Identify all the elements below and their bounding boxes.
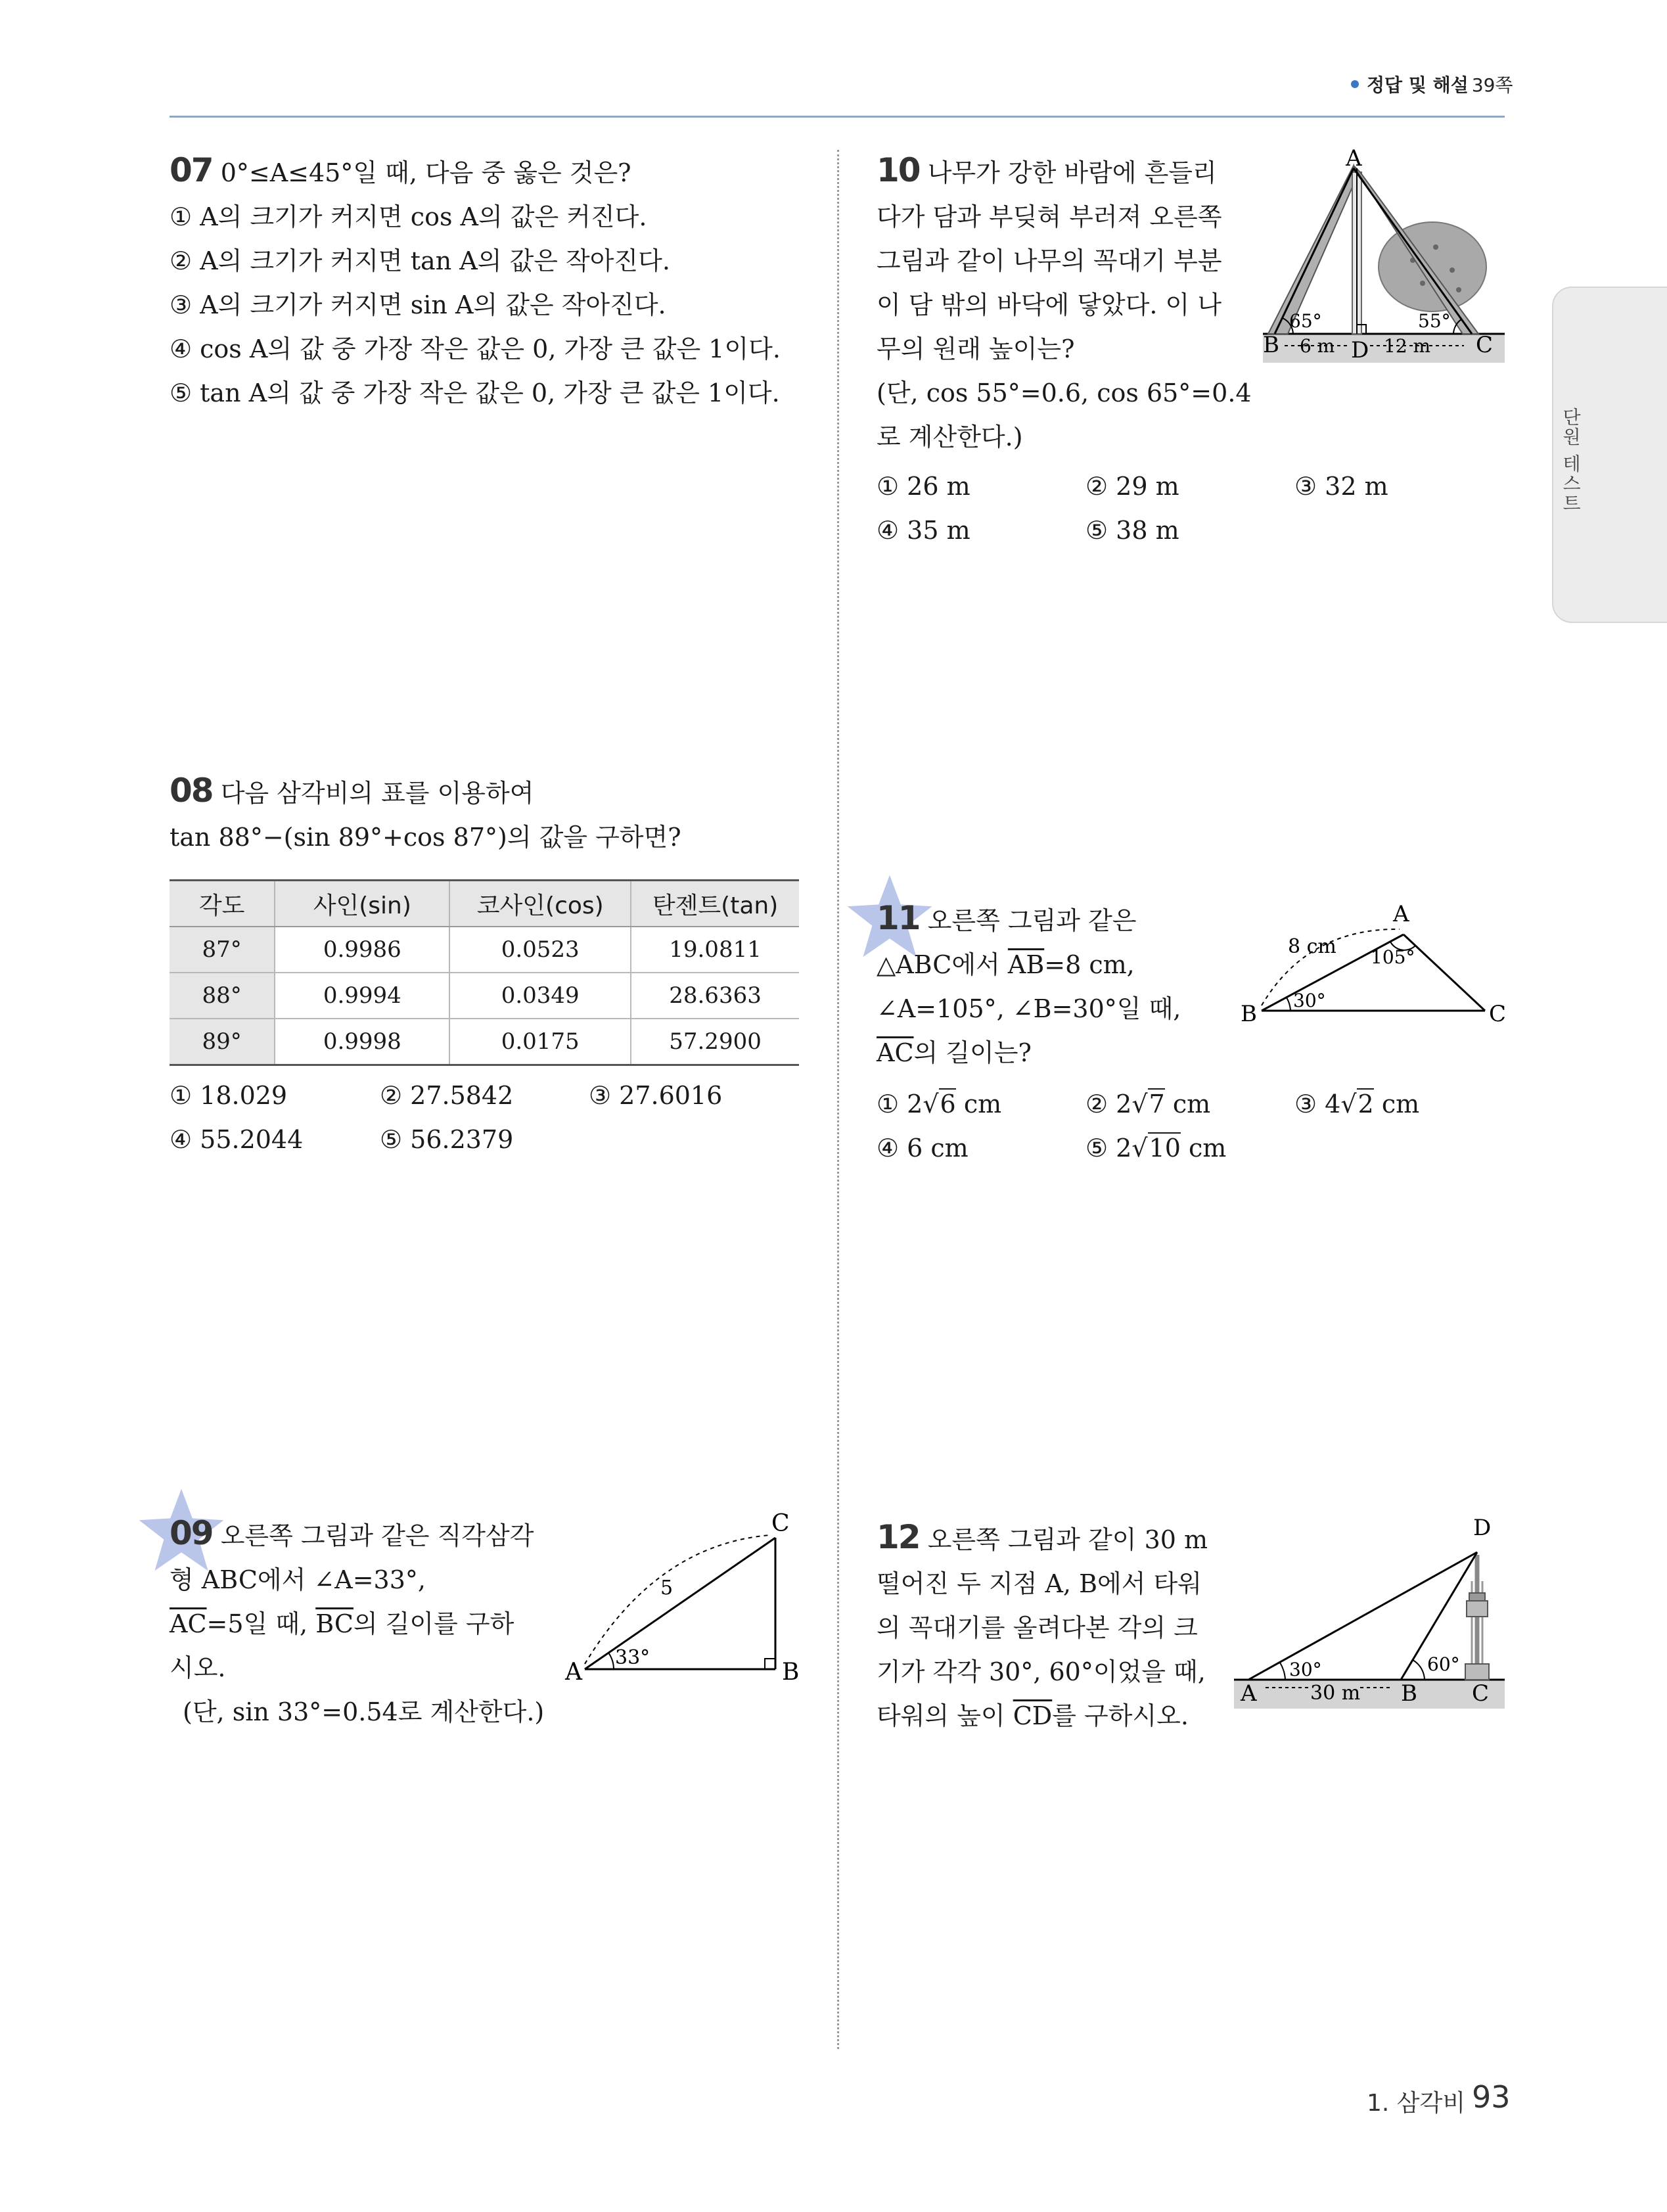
- radical-sign-icon: √: [1340, 1090, 1357, 1118]
- vertex-c: C: [1476, 332, 1494, 358]
- table-header-sin: 사인(sin): [275, 881, 449, 927]
- option-3: ③ 27.6016: [589, 1081, 723, 1110]
- vertex-d: D: [1473, 1515, 1492, 1541]
- question-text-line: 무의 원래 높이는?: [877, 334, 1075, 363]
- question-10: [877, 149, 1252, 459]
- question-text-line: 시오.: [170, 1653, 226, 1682]
- question-number: 09: [170, 1514, 213, 1552]
- segment-ac: $\overline{AC}$: [170, 1609, 207, 1638]
- option-2: ② 29 m: [1085, 472, 1179, 501]
- vertex-c: C: [1489, 1001, 1507, 1027]
- figure-10: [1255, 149, 1505, 372]
- page-number: 93: [1472, 2079, 1511, 2115]
- table-cell-angle: 87°: [170, 927, 275, 973]
- option-prefix: ② 2: [1085, 1090, 1132, 1118]
- segment-ab-label: 30 m: [1310, 1682, 1361, 1705]
- radicand: 6: [940, 1090, 956, 1118]
- table-cell-sin: 0.9986: [275, 927, 449, 973]
- table-cell-angle: 88°: [170, 973, 275, 1019]
- option-4: ④ 35 m: [877, 516, 971, 545]
- question-condition: (단, cos 55°=0.6, cos 65°=0.4: [877, 379, 1252, 407]
- question-text-line: 오른쪽 그림과 같은 직각삼각: [220, 1521, 534, 1550]
- angle-c-label: 55°: [1418, 310, 1451, 332]
- option-1: ① A의 크기가 커지면 cos A의 값은 커진다.: [170, 202, 647, 231]
- angle-a-label: 30°: [1289, 1659, 1322, 1680]
- option-1: [877, 1090, 1001, 1118]
- table-row: [170, 973, 799, 1019]
- segment-cd: $\overline{CD}$: [1013, 1701, 1053, 1730]
- vertex-c: C: [771, 1511, 790, 1537]
- table-cell-cos: 0.0349: [449, 973, 631, 1019]
- table-header-tan: 탄젠트(tan): [631, 881, 799, 927]
- question-number: 07: [170, 151, 213, 189]
- question-text-line: 다가 담과 부딪혀 부러져 오른쪽: [877, 202, 1222, 231]
- question-12: [877, 1515, 1245, 1738]
- question-stem-line-2: tan 88°−(sin 89°+cos 87°)의 값을 구하면?: [170, 823, 681, 852]
- option-2: ② 27.5842: [380, 1081, 514, 1110]
- figure-09: [559, 1511, 808, 1695]
- question-text-line: 나무가 강한 바람에 흔들리: [927, 158, 1217, 187]
- question-07: [170, 149, 800, 415]
- table-cell-tan: 57.2900: [631, 1019, 799, 1065]
- answer-reference-page: 39쪽: [1471, 74, 1513, 96]
- question-stem: 0°≤A≤45°일 때, 다음 중 옳은 것은?: [220, 158, 631, 187]
- question-text-line: 형 ABC에서 ∠A=33°,: [170, 1565, 426, 1594]
- question-text-line: 의 길이는?: [913, 1038, 1032, 1067]
- radicand: 2: [1358, 1090, 1374, 1118]
- option-4: [877, 1134, 969, 1163]
- radical-sign-icon: √: [1131, 1090, 1148, 1118]
- question-text-line: 이 담 밖의 바닥에 닿았다. 이 나: [877, 290, 1222, 319]
- chapter-title: 1. 삼각비: [1367, 2090, 1466, 2117]
- angle-a-label: 33°: [615, 1646, 651, 1669]
- question-text-line: ∠A=105°, ∠B=30°일 때,: [877, 994, 1181, 1023]
- vertex-a: A: [1241, 1680, 1257, 1707]
- question-text-line: △ABC에서: [877, 950, 1008, 979]
- option-1: ① 18.029: [170, 1081, 288, 1110]
- option-3: ③ 32 m: [1294, 472, 1388, 501]
- question-number: 12: [877, 1518, 920, 1556]
- option-2: ② A의 크기가 커지면 tan A의 값은 작아진다.: [170, 246, 670, 275]
- table-cell-cos: 0.0175: [449, 1019, 631, 1065]
- vertex-a: A: [1393, 901, 1409, 927]
- segment-dc-label: 12 m: [1384, 335, 1431, 357]
- question-text-line: 오른쪽 그림과 같이 30 m: [927, 1525, 1208, 1554]
- vertex-b: B: [782, 1659, 800, 1686]
- option-4: ④ cos A의 값 중 가장 작은 값은 0, 가장 큰 값은 1이다.: [170, 334, 781, 363]
- side-ac-label: 5: [660, 1577, 674, 1600]
- table-header-angle: 각도: [170, 881, 275, 927]
- option-5: ⑤ tan A의 값 중 가장 작은 값은 0, 가장 큰 값은 1이다.: [170, 379, 780, 407]
- question-text-line: 오른쪽 그림과 같은: [927, 906, 1137, 935]
- answer-reference: [1367, 71, 1513, 97]
- option-prefix: ⑤ 2: [1085, 1134, 1132, 1163]
- table-cell-angle: 89°: [170, 1019, 275, 1065]
- option-prefix: ① 2: [877, 1090, 923, 1118]
- question-text-line: 기가 각각 30°, 60°이었을 때,: [877, 1657, 1206, 1686]
- option-4: ④ 55.2044: [170, 1125, 304, 1154]
- option-2: [1085, 1090, 1210, 1118]
- option-5: [1085, 1134, 1226, 1163]
- option-prefix: ④ 6 cm: [877, 1134, 969, 1163]
- question-09: [170, 1511, 564, 1734]
- question-text-line: 를 구하시오.: [1052, 1701, 1189, 1730]
- question-number: 10: [877, 151, 920, 189]
- option-unit: cm: [1164, 1090, 1211, 1118]
- trig-table: [170, 879, 799, 1066]
- header-rule: [170, 116, 1505, 118]
- table-header-row: [170, 881, 799, 927]
- table-cell-tan: 19.0811: [631, 927, 799, 973]
- table-header-cos: 코사인(cos): [449, 881, 631, 927]
- figure-12: [1229, 1515, 1505, 1713]
- segment-ac: $\overline{AC}$: [877, 1038, 914, 1067]
- option-5: ⑤ 38 m: [1085, 516, 1179, 545]
- segment-bc: $\overline{BC}$: [315, 1609, 354, 1638]
- question-text-line: =5일 때,: [206, 1609, 316, 1638]
- table-row: [170, 1019, 799, 1065]
- question-text-line: 떨어진 두 지점 A, B에서 타워: [877, 1569, 1202, 1598]
- option-prefix: ③ 4: [1294, 1090, 1341, 1118]
- vertex-b: B: [1241, 1001, 1257, 1027]
- question-condition: 로 계산한다.): [877, 423, 1023, 451]
- vertex-a: A: [1346, 149, 1362, 172]
- table-row: [170, 927, 799, 973]
- question-stem-line-1: 다음 삼각비의 표를 이용하여: [220, 779, 534, 808]
- vertex-d: D: [1351, 337, 1369, 363]
- side-tab-label: 단원 테스트: [1560, 407, 1582, 513]
- vertex-b: B: [1263, 332, 1279, 358]
- option-3: ③ A의 크기가 커지면 sin A의 값은 작아진다.: [170, 290, 666, 319]
- radicand: 7: [1149, 1090, 1165, 1118]
- angle-a-label: 105°: [1371, 946, 1415, 968]
- segment-bd-label: 6 m: [1300, 335, 1335, 357]
- radical-sign-icon: √: [1131, 1134, 1148, 1163]
- question-number: 11: [877, 899, 920, 937]
- vertex-c: C: [1472, 1680, 1490, 1707]
- question-number: 08: [170, 772, 213, 810]
- option-unit: cm: [955, 1090, 1002, 1118]
- angle-b-label: 65°: [1289, 310, 1322, 332]
- segment-ab: $\overline{AB}$: [1007, 950, 1045, 979]
- side-ab-label: 8 cm: [1288, 935, 1336, 958]
- question-text-line: 의 꼭대기를 올려다본 각의 크: [877, 1613, 1198, 1642]
- radicand: 10: [1149, 1134, 1181, 1163]
- figure-11: [1235, 898, 1511, 1029]
- radical-sign-icon: √: [923, 1090, 939, 1118]
- question-text-line: 타워의 높이: [877, 1701, 1013, 1730]
- angle-b-label: 30°: [1293, 990, 1326, 1011]
- header-dot: [1351, 80, 1359, 88]
- question-text-line: =8 cm,: [1044, 950, 1135, 979]
- vertex-b: B: [1401, 1680, 1417, 1707]
- column-divider: [837, 150, 839, 2049]
- answer-reference-label: 정답 및 해설: [1367, 74, 1469, 96]
- option-3: [1294, 1090, 1419, 1118]
- option-unit: cm: [1373, 1090, 1420, 1118]
- option-unit: cm: [1180, 1134, 1227, 1163]
- table-cell-sin: 0.9998: [275, 1019, 449, 1065]
- table-cell-tan: 28.6363: [631, 973, 799, 1019]
- table-cell-sin: 0.9994: [275, 973, 449, 1019]
- question-text-line: 의 길이를 구하: [353, 1609, 514, 1638]
- question-11: [877, 896, 1245, 1075]
- question-08: [170, 769, 800, 860]
- table-cell-cos: 0.0523: [449, 927, 631, 973]
- option-1: ① 26 m: [877, 472, 971, 501]
- question-text-line: 그림과 같이 나무의 꼭대기 부분: [877, 246, 1222, 275]
- question-condition: (단, sin 33°=0.54로 계산한다.): [183, 1697, 545, 1726]
- option-5: ⑤ 56.2379: [380, 1125, 514, 1154]
- vertex-a: A: [565, 1659, 582, 1686]
- angle-b-label: 60°: [1427, 1653, 1460, 1675]
